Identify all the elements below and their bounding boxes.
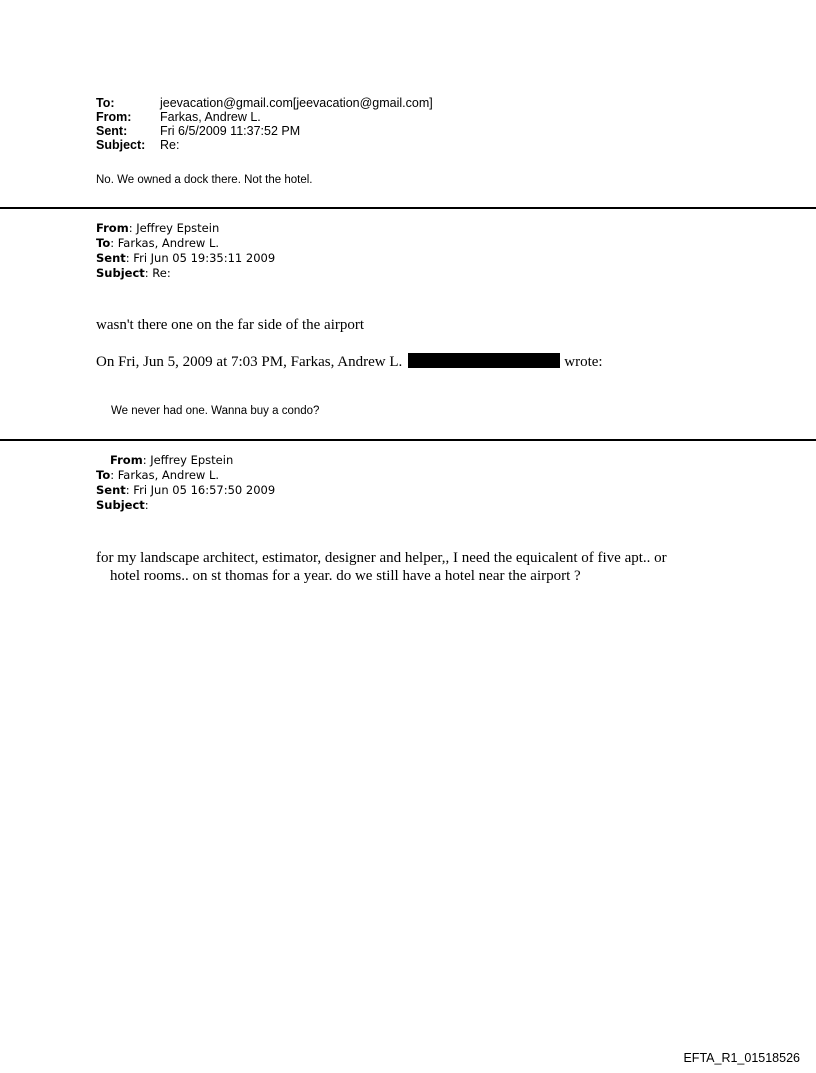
original-from-label: From	[110, 453, 143, 467]
quoted-to-row	[96, 236, 275, 251]
quoted-from-row	[96, 221, 275, 236]
quoted-sent-label: Sent	[96, 251, 126, 265]
original-body-line-2: hotel rooms.. on st thomas for a year. do we still have a hotel near the airport ?	[110, 568, 581, 584]
document-id: EFTA_R1_01518526	[683, 1051, 800, 1065]
original-subject-value: :	[144, 498, 149, 512]
reply-attribution	[96, 353, 603, 371]
original-to-value: : Farkas, Andrew L.	[110, 468, 220, 482]
to-value: jeevacation@gmail.com[jeevacation@gmail.com]	[160, 96, 433, 110]
attribution-text: On Fri, Jun 5, 2009 at 7:03 PM, Farkas, Andrew L.	[96, 354, 403, 370]
original-sent-label: Sent	[96, 483, 126, 497]
original-from-value: : Jeffrey Epstein	[142, 453, 234, 467]
quoted-subject-row	[96, 266, 275, 281]
original-to-label: To	[96, 468, 111, 482]
sent-label: Sent:	[96, 124, 128, 138]
quoted-subject-value: : Re:	[144, 266, 171, 280]
original-subject-label: Subject	[96, 498, 145, 512]
original-from-row	[96, 453, 275, 468]
from-row	[96, 110, 433, 124]
subject-label: Subject:	[96, 138, 146, 152]
quoted-to-value: : Farkas, Andrew L.	[110, 236, 220, 250]
original-header	[96, 453, 275, 513]
subject-value: Re:	[160, 138, 180, 152]
email-header	[96, 96, 433, 152]
attribution-wrote: wrote:	[564, 354, 603, 370]
divider	[0, 207, 816, 209]
quoted-to-label: To	[96, 236, 111, 250]
sent-value: Fri 6/5/2009 11:37:52 PM	[160, 124, 301, 138]
sent-row	[96, 124, 433, 138]
from-value: Farkas, Andrew L.	[160, 110, 261, 124]
divider	[0, 439, 816, 441]
message-body: No. We owned a dock there. Not the hotel.	[96, 174, 313, 186]
quoted-sent-value: : Fri Jun 05 19:35:11 2009	[125, 251, 276, 265]
from-label: From:	[96, 110, 132, 124]
original-subject-row	[96, 498, 275, 513]
original-sent-row	[96, 483, 275, 498]
original-sent-value: : Fri Jun 05 16:57:50 2009	[125, 483, 276, 497]
quoted-from-label: From	[96, 221, 129, 235]
original-body-line-1: for my landscape architect, estimator, designer and helper,, I need the equicalent of five apt.. or	[96, 550, 667, 566]
subject-row	[96, 138, 433, 152]
original-to-row	[96, 468, 275, 483]
quoted-subject-label: Subject	[96, 266, 145, 280]
quoted-from-value: : Jeffrey Epstein	[128, 221, 220, 235]
to-label: To:	[96, 96, 115, 110]
quoted-message-body: wasn't there one on the far side of the airport	[96, 317, 365, 333]
to-row	[96, 96, 433, 110]
quoted-header	[96, 221, 275, 281]
quoted-sent-row	[96, 251, 275, 266]
redaction-block	[408, 353, 560, 368]
quoted-reply: We never had one. Wanna buy a condo?	[111, 405, 320, 417]
